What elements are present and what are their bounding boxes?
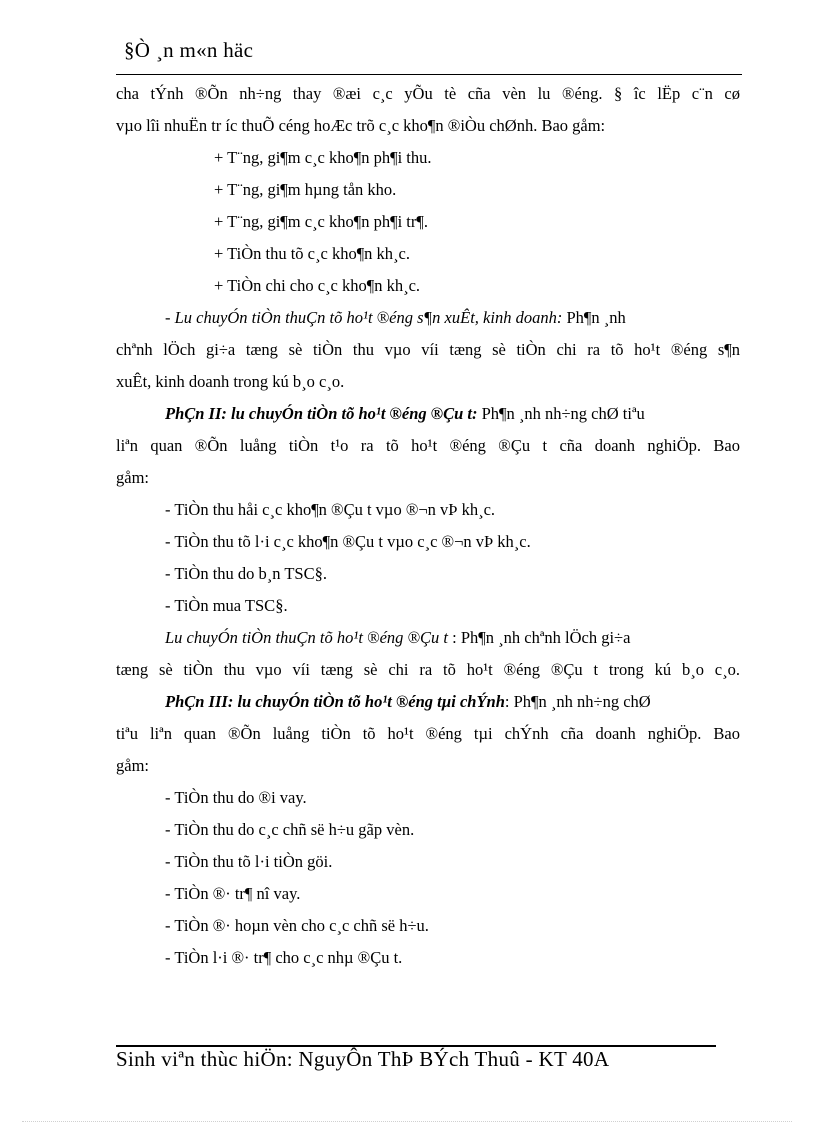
text-line: xuÊt, kinh doanh trong kú b¸o c¸o. (116, 372, 345, 391)
list-item: + TiÒn thu tõ c¸c kho¶n kh¸c. (214, 244, 410, 263)
text-line (116, 302, 740, 334)
list-item: + TiÒn chi cho c¸c kho¶n kh¸c. (214, 276, 421, 295)
header-title: §Ò ¸n m«n häc (124, 38, 254, 62)
text-line: gåm: (116, 468, 149, 487)
list-item: + T¨ng, gi¶m c¸c kho¶n ph¶i tr¶. (214, 212, 428, 231)
section-heading: PhÇn II: lu chuyÓn tiÒn tõ ho¹t ®éng ®Çu t: (165, 404, 478, 423)
list-item: - TiÒn thu tõ l·i tiÒn göi. (165, 852, 333, 871)
text-line: tiªu liªn quan ®Õn luång tiÒn tõ ho¹t ®éng tµi chÝnh cña doanh nghiÖp. Bao (116, 724, 740, 743)
page-edge (22, 1121, 792, 1122)
text-line: chªnh lÖch gi÷a tæng sè tiÒn thu vµo víi tæng sè tiÒn chi ra tõ ho¹t ®éng s¶n (116, 340, 740, 359)
text-line (116, 622, 740, 654)
text-span: Ph¶n ¸nh (562, 308, 626, 327)
list-item: - TiÒn ®· tr¶ nî vay. (165, 884, 301, 903)
list-item: - TiÒn thu do ®i vay. (165, 788, 307, 807)
section-heading: PhÇn III: lu chuyÓn tiÒn tõ ho¹t ®éng tµi chÝnh (165, 692, 505, 711)
header-divider (116, 74, 742, 75)
list-item: - TiÒn ®· hoµn vèn cho c¸c chñ së h÷u. (165, 916, 429, 935)
footer-author: Sinh viªn thùc hiÖn: NguyÔn ThÞ BÝch Thuû - KT 40A (116, 1047, 610, 1071)
list-item: - TiÒn thu do b¸n TSC§. (165, 564, 327, 583)
list-item: - TiÒn thu tõ l·i c¸c kho¶n ®Çu t vµo c¸c ®¬n vÞ kh¸c. (165, 532, 531, 551)
text-span: Ph¶n ¸nh nh÷ng chØ tiªu (477, 404, 645, 423)
list-item: - TiÒn l·i ®· tr¶ cho c¸c nhµ ®Çu t. (165, 948, 403, 967)
document-body (116, 78, 740, 974)
list-item: + T¨ng, gi¶m hµng tån kho. (214, 180, 397, 199)
section-label: - Lu chuyÓn tiÒn thuÇn tõ ho¹t ®éng s¶n xuÊt, kinh doanh: (165, 308, 563, 327)
section-label: Lu chuyÓn tiÒn thuÇn tõ ho¹t ®éng ®Çu t (165, 628, 449, 647)
text-line: cha tÝnh ®Õn nh÷ng thay ®æi c¸c yÕu tè cña vèn lu ®éng. § îc lËp c¨n cø (116, 84, 740, 103)
list-item: - TiÒn thu do c¸c chñ së h÷u gãp vèn. (165, 820, 415, 839)
list-item: - TiÒn thu håi c¸c kho¶n ®Çu t vµo ®¬n vÞ kh¸c. (165, 500, 496, 519)
text-line: tæng sè tiÒn thu vµo víi tæng sè chi ra tõ ho¹t ®éng ®Çu t trong kú b¸o c¸o. (116, 660, 740, 679)
list-item: - TiÒn mua TSC§. (165, 596, 288, 615)
text-line (116, 398, 740, 430)
text-line: gåm: (116, 756, 149, 775)
text-span: : Ph¶n ¸nh chªnh lÖch gi÷a (448, 628, 631, 647)
text-line (116, 686, 740, 718)
text-span: : Ph¶n ¸nh nh÷ng chØ (504, 692, 651, 711)
text-line: liªn quan ®Õn luång tiÒn t¹o ra tõ ho¹t ®éng ®Çu t cña doanh nghiÖp. Bao (116, 436, 740, 455)
list-item: + T¨ng, gi¶m c¸c kho¶n ph¶i thu. (214, 148, 432, 167)
text-line: vµo lîi nhuËn tr íc thuÕ céng hoÆc trõ c¸c kho¶n ®iÒu chØnh. Bao gåm: (116, 116, 606, 135)
